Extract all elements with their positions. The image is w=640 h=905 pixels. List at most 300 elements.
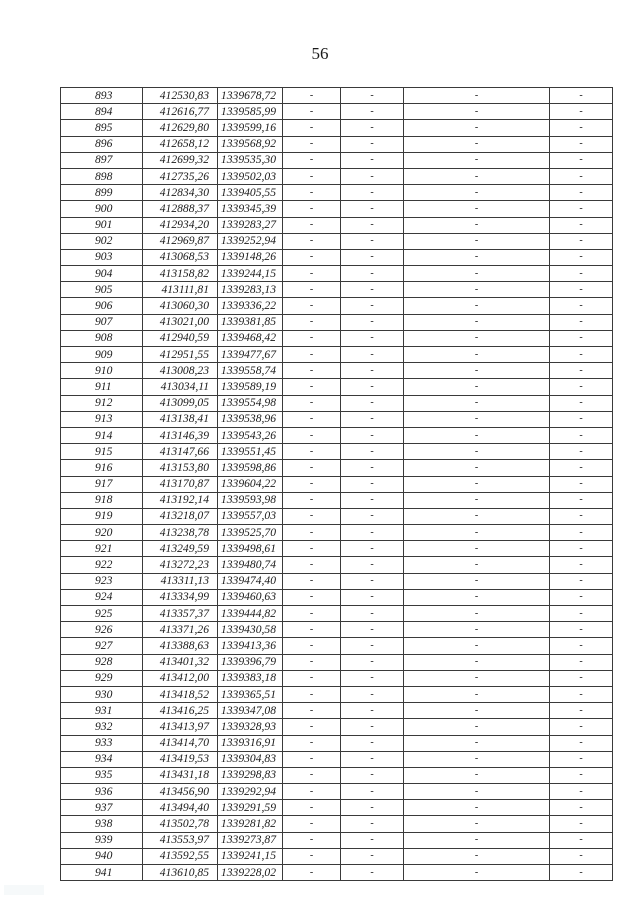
x-coordinate-cell: 413138,41 bbox=[143, 411, 218, 427]
y-coordinate-cell: 1339316,91 bbox=[218, 735, 283, 751]
empty-value-cell: - bbox=[283, 703, 341, 719]
empty-value-cell: - bbox=[341, 395, 404, 411]
y-coordinate-cell: 1339413,36 bbox=[218, 638, 283, 654]
empty-value-cell: - bbox=[341, 168, 404, 184]
empty-value-cell: - bbox=[550, 411, 613, 427]
table-row bbox=[61, 654, 613, 670]
point-number-cell: 918 bbox=[61, 492, 143, 508]
empty-value-cell: - bbox=[550, 460, 613, 476]
point-number-cell: 914 bbox=[61, 427, 143, 443]
x-coordinate-cell: 412940,59 bbox=[143, 330, 218, 346]
empty-value-cell: - bbox=[404, 168, 550, 184]
empty-value-cell: - bbox=[404, 363, 550, 379]
empty-value-cell: - bbox=[341, 557, 404, 573]
empty-value-cell: - bbox=[283, 104, 341, 120]
x-coordinate-cell: 413147,66 bbox=[143, 444, 218, 460]
point-number-cell: 910 bbox=[61, 363, 143, 379]
empty-value-cell: - bbox=[404, 865, 550, 881]
empty-value-cell: - bbox=[341, 460, 404, 476]
x-coordinate-cell: 413494,40 bbox=[143, 800, 218, 816]
table-row bbox=[61, 541, 613, 557]
y-coordinate-cell: 1339554,98 bbox=[218, 395, 283, 411]
table-row bbox=[61, 266, 613, 282]
point-number-cell: 895 bbox=[61, 120, 143, 136]
empty-value-cell: - bbox=[283, 249, 341, 265]
y-coordinate-cell: 1339593,98 bbox=[218, 492, 283, 508]
empty-value-cell: - bbox=[550, 784, 613, 800]
empty-value-cell: - bbox=[283, 363, 341, 379]
empty-value-cell: - bbox=[283, 152, 341, 168]
empty-value-cell: - bbox=[550, 282, 613, 298]
x-coordinate-cell: 413192,14 bbox=[143, 492, 218, 508]
x-coordinate-cell: 413238,78 bbox=[143, 525, 218, 541]
table-row bbox=[61, 557, 613, 573]
empty-value-cell: - bbox=[550, 298, 613, 314]
x-coordinate-cell: 412616,77 bbox=[143, 104, 218, 120]
empty-value-cell: - bbox=[404, 120, 550, 136]
y-coordinate-cell: 1339551,45 bbox=[218, 444, 283, 460]
empty-value-cell: - bbox=[341, 848, 404, 864]
empty-value-cell: - bbox=[341, 298, 404, 314]
table-row bbox=[61, 363, 613, 379]
table-row bbox=[61, 88, 613, 104]
empty-value-cell: - bbox=[404, 670, 550, 686]
table-row bbox=[61, 168, 613, 184]
empty-value-cell: - bbox=[283, 573, 341, 589]
table-row bbox=[61, 492, 613, 508]
empty-value-cell: - bbox=[550, 266, 613, 282]
point-number-cell: 906 bbox=[61, 298, 143, 314]
empty-value-cell: - bbox=[550, 185, 613, 201]
empty-value-cell: - bbox=[550, 168, 613, 184]
empty-value-cell: - bbox=[283, 508, 341, 524]
y-coordinate-cell: 1339460,63 bbox=[218, 589, 283, 605]
empty-value-cell: - bbox=[341, 686, 404, 702]
x-coordinate-cell: 413610,85 bbox=[143, 865, 218, 881]
empty-value-cell: - bbox=[550, 444, 613, 460]
empty-value-cell: - bbox=[283, 541, 341, 557]
empty-value-cell: - bbox=[404, 573, 550, 589]
y-coordinate-cell: 1339444,82 bbox=[218, 606, 283, 622]
y-coordinate-cell: 1339244,15 bbox=[218, 266, 283, 282]
empty-value-cell: - bbox=[283, 201, 341, 217]
coordinates-table-body bbox=[61, 88, 613, 881]
empty-value-cell: - bbox=[341, 476, 404, 492]
empty-value-cell: - bbox=[283, 330, 341, 346]
empty-value-cell: - bbox=[550, 152, 613, 168]
empty-value-cell: - bbox=[404, 298, 550, 314]
point-number-cell: 904 bbox=[61, 266, 143, 282]
empty-value-cell: - bbox=[404, 444, 550, 460]
empty-value-cell: - bbox=[283, 427, 341, 443]
point-number-cell: 894 bbox=[61, 104, 143, 120]
point-number-cell: 896 bbox=[61, 136, 143, 152]
point-number-cell: 925 bbox=[61, 606, 143, 622]
y-coordinate-cell: 1339599,16 bbox=[218, 120, 283, 136]
x-coordinate-cell: 413158,82 bbox=[143, 266, 218, 282]
empty-value-cell: - bbox=[283, 266, 341, 282]
empty-value-cell: - bbox=[341, 136, 404, 152]
y-coordinate-cell: 1339283,27 bbox=[218, 217, 283, 233]
empty-value-cell: - bbox=[283, 622, 341, 638]
empty-value-cell: - bbox=[341, 363, 404, 379]
x-coordinate-cell: 413311,13 bbox=[143, 573, 218, 589]
empty-value-cell: - bbox=[550, 104, 613, 120]
y-coordinate-cell: 1339292,94 bbox=[218, 784, 283, 800]
table-row bbox=[61, 233, 613, 249]
y-coordinate-cell: 1339365,51 bbox=[218, 686, 283, 702]
table-row bbox=[61, 751, 613, 767]
empty-value-cell: - bbox=[341, 266, 404, 282]
y-coordinate-cell: 1339336,22 bbox=[218, 298, 283, 314]
y-coordinate-cell: 1339291,59 bbox=[218, 800, 283, 816]
empty-value-cell: - bbox=[550, 703, 613, 719]
empty-value-cell: - bbox=[404, 201, 550, 217]
table-row bbox=[61, 314, 613, 330]
empty-value-cell: - bbox=[404, 88, 550, 104]
table-row bbox=[61, 686, 613, 702]
empty-value-cell: - bbox=[550, 832, 613, 848]
empty-value-cell: - bbox=[283, 638, 341, 654]
table-row bbox=[61, 152, 613, 168]
empty-value-cell: - bbox=[283, 525, 341, 541]
empty-value-cell: - bbox=[550, 622, 613, 638]
y-coordinate-cell: 1339604,22 bbox=[218, 476, 283, 492]
empty-value-cell: - bbox=[341, 767, 404, 783]
point-number-cell: 939 bbox=[61, 832, 143, 848]
table-row bbox=[61, 638, 613, 654]
empty-value-cell: - bbox=[283, 347, 341, 363]
empty-value-cell: - bbox=[283, 282, 341, 298]
x-coordinate-cell: 413334,99 bbox=[143, 589, 218, 605]
empty-value-cell: - bbox=[404, 379, 550, 395]
y-coordinate-cell: 1339252,94 bbox=[218, 233, 283, 249]
y-coordinate-cell: 1339228,02 bbox=[218, 865, 283, 881]
empty-value-cell: - bbox=[550, 136, 613, 152]
empty-value-cell: - bbox=[404, 411, 550, 427]
empty-value-cell: - bbox=[404, 314, 550, 330]
empty-value-cell: - bbox=[550, 217, 613, 233]
empty-value-cell: - bbox=[550, 395, 613, 411]
y-coordinate-cell: 1339474,40 bbox=[218, 573, 283, 589]
table-row bbox=[61, 508, 613, 524]
empty-value-cell: - bbox=[283, 686, 341, 702]
point-number-cell: 926 bbox=[61, 622, 143, 638]
table-row bbox=[61, 379, 613, 395]
empty-value-cell: - bbox=[550, 751, 613, 767]
empty-value-cell: - bbox=[404, 800, 550, 816]
empty-value-cell: - bbox=[404, 541, 550, 557]
empty-value-cell: - bbox=[550, 686, 613, 702]
empty-value-cell: - bbox=[404, 282, 550, 298]
empty-value-cell: - bbox=[341, 249, 404, 265]
empty-value-cell: - bbox=[341, 120, 404, 136]
table-row bbox=[61, 411, 613, 427]
empty-value-cell: - bbox=[341, 719, 404, 735]
x-coordinate-cell: 413413,97 bbox=[143, 719, 218, 735]
empty-value-cell: - bbox=[404, 395, 550, 411]
empty-value-cell: - bbox=[550, 638, 613, 654]
table-row bbox=[61, 703, 613, 719]
empty-value-cell: - bbox=[550, 541, 613, 557]
empty-value-cell: - bbox=[341, 282, 404, 298]
empty-value-cell: - bbox=[404, 347, 550, 363]
y-coordinate-cell: 1339241,15 bbox=[218, 848, 283, 864]
empty-value-cell: - bbox=[341, 201, 404, 217]
empty-value-cell: - bbox=[283, 444, 341, 460]
point-number-cell: 924 bbox=[61, 589, 143, 605]
point-number-cell: 941 bbox=[61, 865, 143, 881]
empty-value-cell: - bbox=[404, 330, 550, 346]
empty-value-cell: - bbox=[283, 767, 341, 783]
empty-value-cell: - bbox=[550, 492, 613, 508]
y-coordinate-cell: 1339381,85 bbox=[218, 314, 283, 330]
y-coordinate-cell: 1339283,13 bbox=[218, 282, 283, 298]
empty-value-cell: - bbox=[341, 703, 404, 719]
empty-value-cell: - bbox=[404, 751, 550, 767]
empty-value-cell: - bbox=[550, 330, 613, 346]
point-number-cell: 897 bbox=[61, 152, 143, 168]
y-coordinate-cell: 1339383,18 bbox=[218, 670, 283, 686]
point-number-cell: 901 bbox=[61, 217, 143, 233]
point-number-cell: 916 bbox=[61, 460, 143, 476]
table-row bbox=[61, 249, 613, 265]
table-row bbox=[61, 120, 613, 136]
y-coordinate-cell: 1339468,42 bbox=[218, 330, 283, 346]
x-coordinate-cell: 413249,59 bbox=[143, 541, 218, 557]
point-number-cell: 919 bbox=[61, 508, 143, 524]
empty-value-cell: - bbox=[341, 751, 404, 767]
table-row bbox=[61, 282, 613, 298]
empty-value-cell: - bbox=[404, 816, 550, 832]
table-row bbox=[61, 719, 613, 735]
y-coordinate-cell: 1339598,86 bbox=[218, 460, 283, 476]
x-coordinate-cell: 413502,78 bbox=[143, 816, 218, 832]
table-row bbox=[61, 573, 613, 589]
empty-value-cell: - bbox=[550, 476, 613, 492]
x-coordinate-cell: 412969,87 bbox=[143, 233, 218, 249]
y-coordinate-cell: 1339298,83 bbox=[218, 767, 283, 783]
empty-value-cell: - bbox=[283, 832, 341, 848]
empty-value-cell: - bbox=[550, 508, 613, 524]
empty-value-cell: - bbox=[283, 120, 341, 136]
x-coordinate-cell: 413592,55 bbox=[143, 848, 218, 864]
empty-value-cell: - bbox=[550, 120, 613, 136]
empty-value-cell: - bbox=[283, 589, 341, 605]
x-coordinate-cell: 413357,37 bbox=[143, 606, 218, 622]
table-row bbox=[61, 589, 613, 605]
empty-value-cell: - bbox=[341, 622, 404, 638]
x-coordinate-cell: 413553,97 bbox=[143, 832, 218, 848]
empty-value-cell: - bbox=[341, 573, 404, 589]
empty-value-cell: - bbox=[283, 848, 341, 864]
point-number-cell: 898 bbox=[61, 168, 143, 184]
empty-value-cell: - bbox=[550, 314, 613, 330]
point-number-cell: 903 bbox=[61, 249, 143, 265]
x-coordinate-cell: 413146,39 bbox=[143, 427, 218, 443]
point-number-cell: 923 bbox=[61, 573, 143, 589]
point-number-cell: 912 bbox=[61, 395, 143, 411]
empty-value-cell: - bbox=[283, 136, 341, 152]
point-number-cell: 940 bbox=[61, 848, 143, 864]
table-row bbox=[61, 622, 613, 638]
point-number-cell: 911 bbox=[61, 379, 143, 395]
point-number-cell: 899 bbox=[61, 185, 143, 201]
y-coordinate-cell: 1339557,03 bbox=[218, 508, 283, 524]
y-coordinate-cell: 1339498,61 bbox=[218, 541, 283, 557]
empty-value-cell: - bbox=[283, 314, 341, 330]
y-coordinate-cell: 1339585,99 bbox=[218, 104, 283, 120]
x-coordinate-cell: 413060,30 bbox=[143, 298, 218, 314]
empty-value-cell: - bbox=[341, 735, 404, 751]
page-number: 56 bbox=[311, 44, 329, 63]
x-coordinate-cell: 413371,26 bbox=[143, 622, 218, 638]
table-row bbox=[61, 606, 613, 622]
y-coordinate-cell: 1339525,70 bbox=[218, 525, 283, 541]
x-coordinate-cell: 413414,70 bbox=[143, 735, 218, 751]
table-row bbox=[61, 104, 613, 120]
x-coordinate-cell: 413456,90 bbox=[143, 784, 218, 800]
table-row bbox=[61, 201, 613, 217]
empty-value-cell: - bbox=[404, 476, 550, 492]
empty-value-cell: - bbox=[550, 654, 613, 670]
table-row bbox=[61, 670, 613, 686]
point-number-cell: 936 bbox=[61, 784, 143, 800]
table-row bbox=[61, 865, 613, 881]
table-row bbox=[61, 444, 613, 460]
empty-value-cell: - bbox=[283, 298, 341, 314]
table-row bbox=[61, 298, 613, 314]
empty-value-cell: - bbox=[404, 784, 550, 800]
y-coordinate-cell: 1339328,93 bbox=[218, 719, 283, 735]
point-number-cell: 900 bbox=[61, 201, 143, 217]
y-coordinate-cell: 1339345,39 bbox=[218, 201, 283, 217]
table-row bbox=[61, 427, 613, 443]
empty-value-cell: - bbox=[404, 185, 550, 201]
point-number-cell: 931 bbox=[61, 703, 143, 719]
x-coordinate-cell: 413008,23 bbox=[143, 363, 218, 379]
point-number-cell: 917 bbox=[61, 476, 143, 492]
x-coordinate-cell: 413111,81 bbox=[143, 282, 218, 298]
point-number-cell: 937 bbox=[61, 800, 143, 816]
y-coordinate-cell: 1339430,58 bbox=[218, 622, 283, 638]
table-row bbox=[61, 767, 613, 783]
empty-value-cell: - bbox=[283, 168, 341, 184]
x-coordinate-cell: 413153,80 bbox=[143, 460, 218, 476]
empty-value-cell: - bbox=[404, 217, 550, 233]
y-coordinate-cell: 1339678,72 bbox=[218, 88, 283, 104]
point-number-cell: 902 bbox=[61, 233, 143, 249]
empty-value-cell: - bbox=[550, 800, 613, 816]
empty-value-cell: - bbox=[550, 379, 613, 395]
empty-value-cell: - bbox=[404, 460, 550, 476]
y-coordinate-cell: 1339347,08 bbox=[218, 703, 283, 719]
empty-value-cell: - bbox=[283, 719, 341, 735]
empty-value-cell: - bbox=[550, 557, 613, 573]
empty-value-cell: - bbox=[404, 249, 550, 265]
point-number-cell: 927 bbox=[61, 638, 143, 654]
x-coordinate-cell: 413170,87 bbox=[143, 476, 218, 492]
point-number-cell: 915 bbox=[61, 444, 143, 460]
empty-value-cell: - bbox=[341, 670, 404, 686]
empty-value-cell: - bbox=[550, 670, 613, 686]
empty-value-cell: - bbox=[404, 233, 550, 249]
x-coordinate-cell: 413412,00 bbox=[143, 670, 218, 686]
y-coordinate-cell: 1339148,26 bbox=[218, 249, 283, 265]
empty-value-cell: - bbox=[341, 330, 404, 346]
empty-value-cell: - bbox=[283, 411, 341, 427]
y-coordinate-cell: 1339480,74 bbox=[218, 557, 283, 573]
scan-artifact bbox=[4, 885, 44, 895]
empty-value-cell: - bbox=[404, 266, 550, 282]
empty-value-cell: - bbox=[341, 152, 404, 168]
y-coordinate-cell: 1339538,96 bbox=[218, 411, 283, 427]
table-row bbox=[61, 816, 613, 832]
x-coordinate-cell: 413431,18 bbox=[143, 767, 218, 783]
empty-value-cell: - bbox=[404, 735, 550, 751]
table-row bbox=[61, 784, 613, 800]
empty-value-cell: - bbox=[550, 865, 613, 881]
y-coordinate-cell: 1339568,92 bbox=[218, 136, 283, 152]
empty-value-cell: - bbox=[550, 573, 613, 589]
empty-value-cell: - bbox=[283, 865, 341, 881]
table-row bbox=[61, 217, 613, 233]
x-coordinate-cell: 412735,26 bbox=[143, 168, 218, 184]
empty-value-cell: - bbox=[341, 427, 404, 443]
empty-value-cell: - bbox=[550, 363, 613, 379]
point-number-cell: 934 bbox=[61, 751, 143, 767]
empty-value-cell: - bbox=[404, 638, 550, 654]
table-row bbox=[61, 848, 613, 864]
table-row bbox=[61, 185, 613, 201]
empty-value-cell: - bbox=[341, 314, 404, 330]
empty-value-cell: - bbox=[283, 670, 341, 686]
empty-value-cell: - bbox=[283, 735, 341, 751]
y-coordinate-cell: 1339589,19 bbox=[218, 379, 283, 395]
point-number-cell: 908 bbox=[61, 330, 143, 346]
point-number-cell: 938 bbox=[61, 816, 143, 832]
empty-value-cell: - bbox=[404, 152, 550, 168]
empty-value-cell: - bbox=[283, 751, 341, 767]
empty-value-cell: - bbox=[341, 217, 404, 233]
empty-value-cell: - bbox=[283, 395, 341, 411]
empty-value-cell: - bbox=[341, 832, 404, 848]
empty-value-cell: - bbox=[283, 476, 341, 492]
empty-value-cell: - bbox=[283, 654, 341, 670]
point-number-cell: 893 bbox=[61, 88, 143, 104]
x-coordinate-cell: 413419,53 bbox=[143, 751, 218, 767]
empty-value-cell: - bbox=[283, 185, 341, 201]
empty-value-cell: - bbox=[404, 508, 550, 524]
empty-value-cell: - bbox=[341, 816, 404, 832]
empty-value-cell: - bbox=[283, 233, 341, 249]
y-coordinate-cell: 1339535,30 bbox=[218, 152, 283, 168]
table-row bbox=[61, 832, 613, 848]
empty-value-cell: - bbox=[341, 233, 404, 249]
empty-value-cell: - bbox=[283, 800, 341, 816]
empty-value-cell: - bbox=[283, 492, 341, 508]
empty-value-cell: - bbox=[550, 767, 613, 783]
point-number-cell: 922 bbox=[61, 557, 143, 573]
y-coordinate-cell: 1339273,87 bbox=[218, 832, 283, 848]
empty-value-cell: - bbox=[341, 185, 404, 201]
point-number-cell: 935 bbox=[61, 767, 143, 783]
x-coordinate-cell: 413068,53 bbox=[143, 249, 218, 265]
x-coordinate-cell: 413021,00 bbox=[143, 314, 218, 330]
empty-value-cell: - bbox=[283, 88, 341, 104]
table-row bbox=[61, 476, 613, 492]
empty-value-cell: - bbox=[550, 816, 613, 832]
